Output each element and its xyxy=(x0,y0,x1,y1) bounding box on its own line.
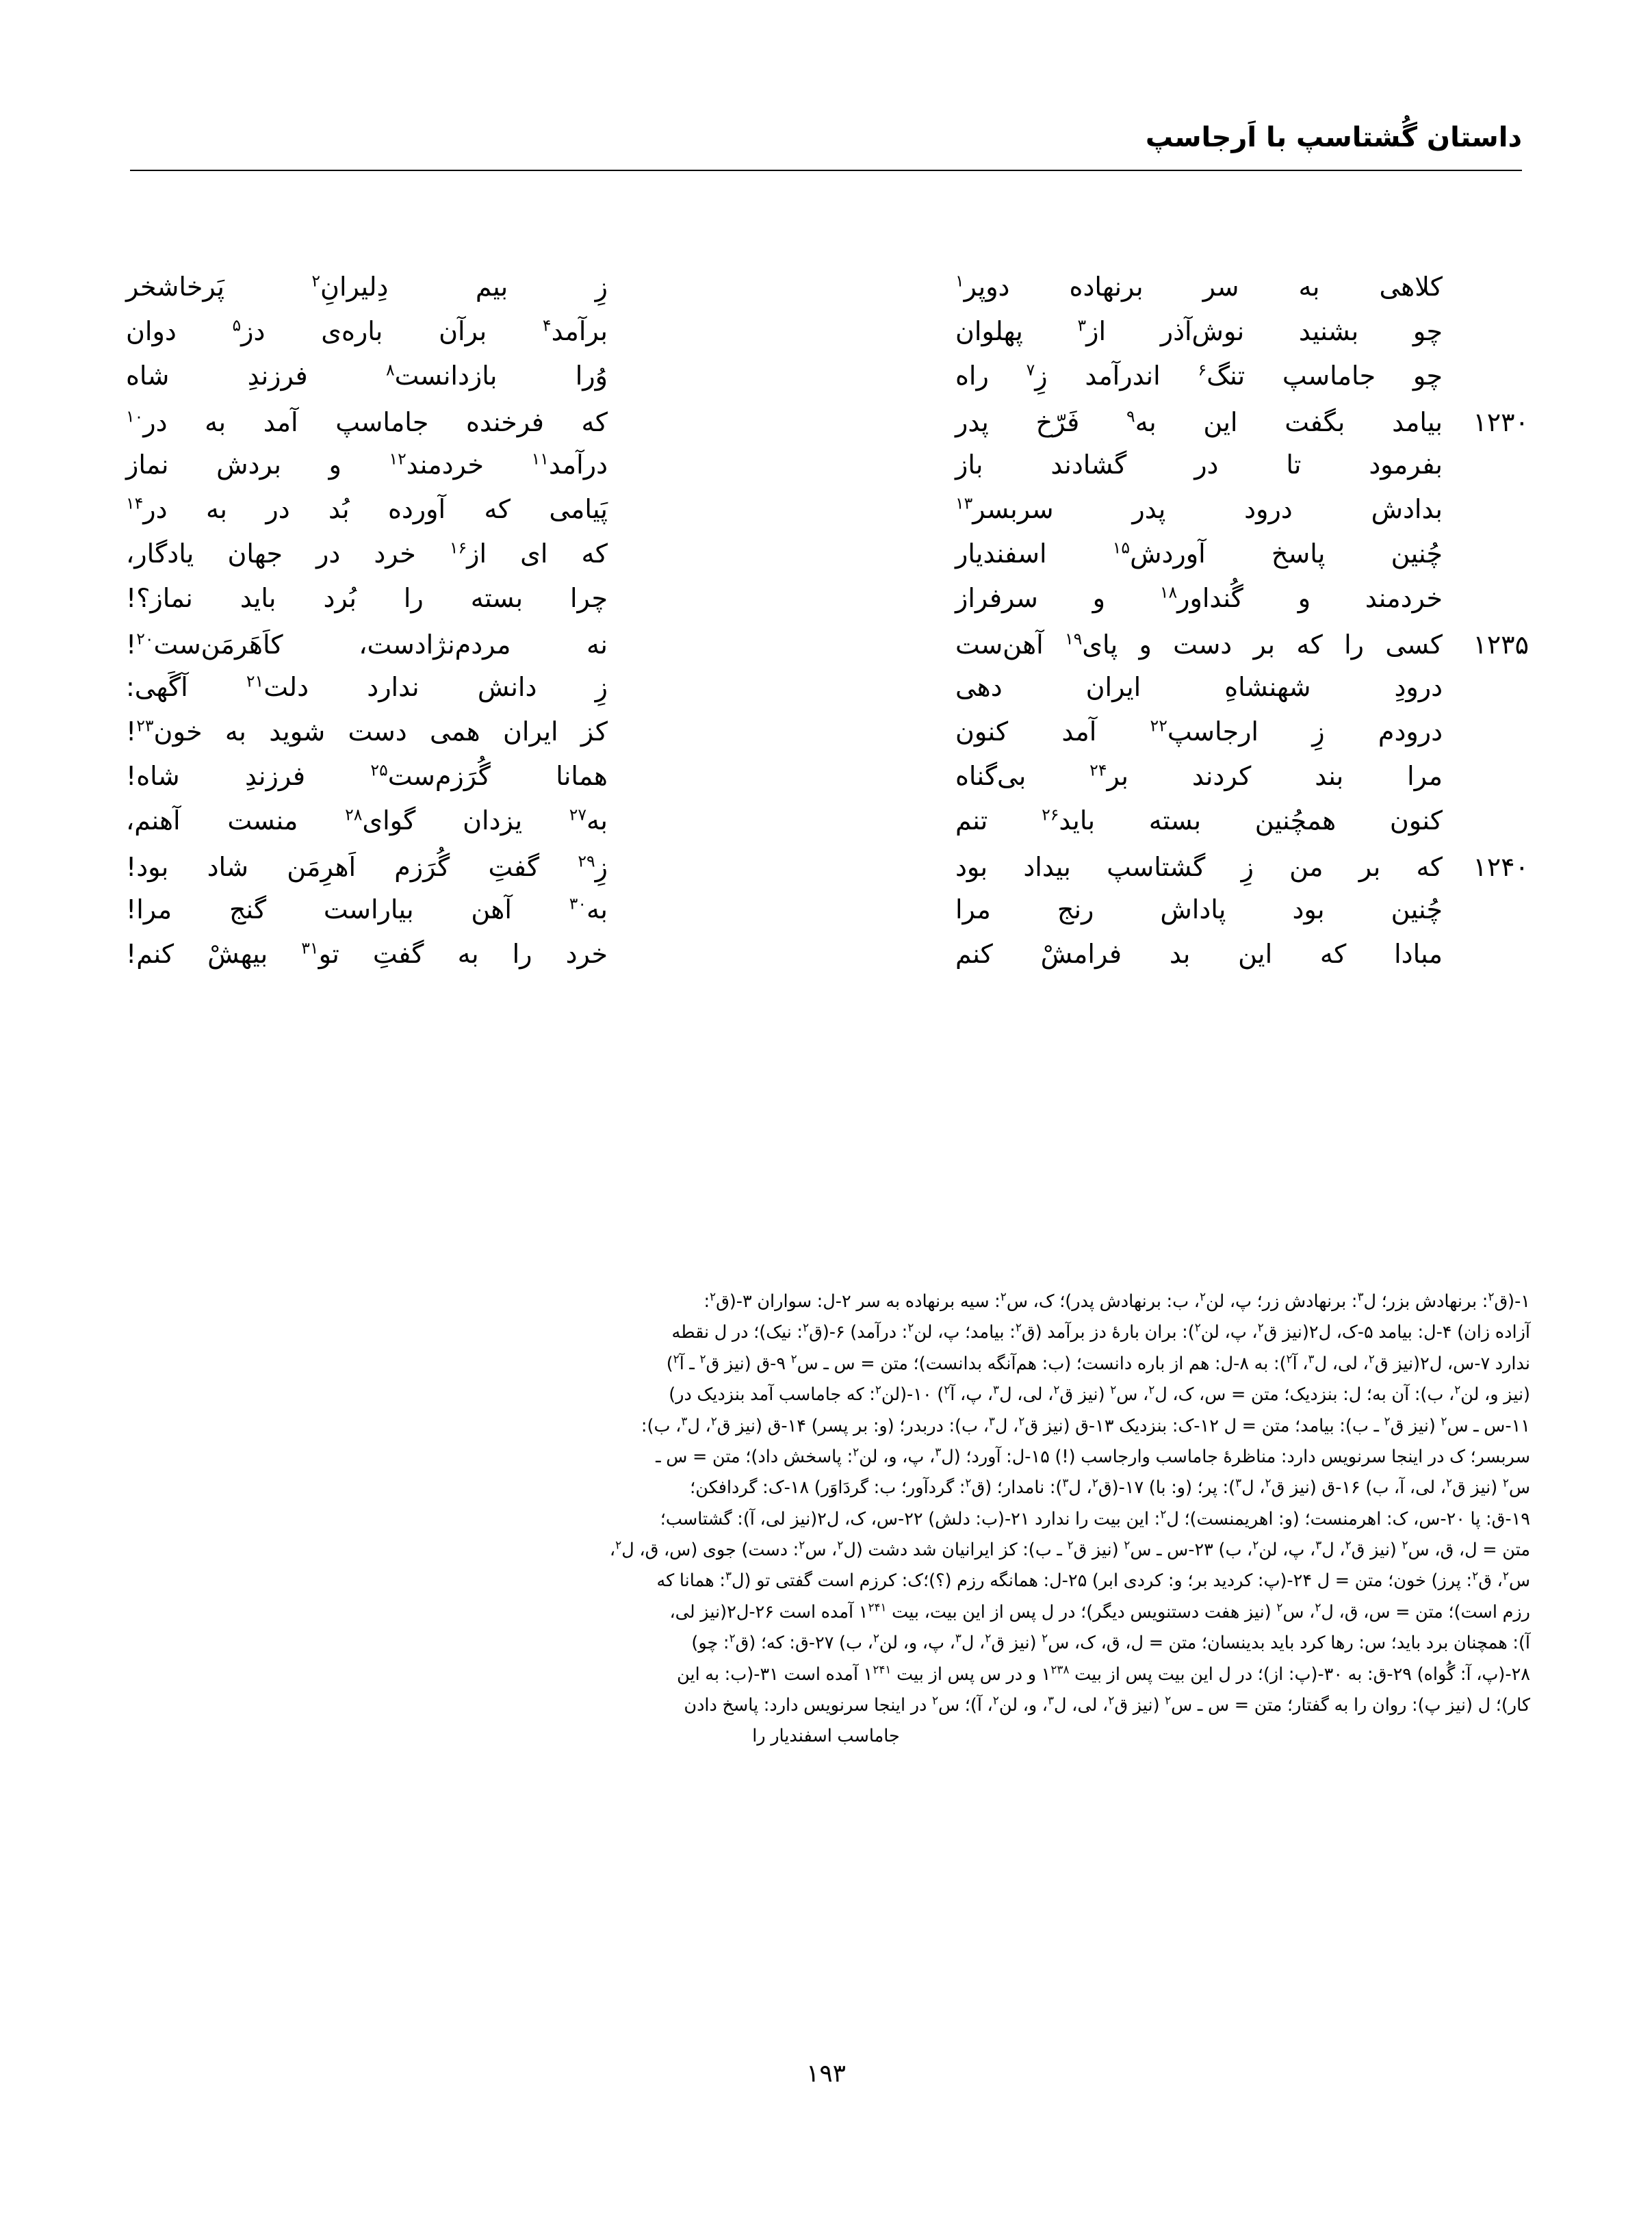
verse-couplet xyxy=(123,449,1529,496)
verse-couplet xyxy=(123,896,1529,941)
page-number: ۱۹۳ xyxy=(805,2060,846,2088)
hemistich-left: درآمد$^{۱۱}$ خردمند$^{۱۲}$ و بردش نماز xyxy=(126,449,608,480)
apparatus-line: آزاده زان) ۴-ل: بیامد ۵-ک، ل۲(نیز ق$^۲$، پ، لن$^۲$): بران بارهٔ دز برآمد (ق$^۲$: بیامد؛ پ، لن$^۲$: درآمد) ۶-(ق$^۲$: نیک)؛ در ل نقطه xyxy=(671,1320,1530,1343)
apparatus-line: رزم است)؛ متن = س، ق، ل$^۲$، س$^۲$ (نیز هفت دستنویس دیگر)؛ در ل پس از این بیت، بیت $۱^{۲۴۱}$ آمده است ۲۶-ل۲(نیز لی، xyxy=(669,1600,1530,1622)
apparatus-line: آ): همچنان برد باید؛ س: رها کرد باید بدینسان؛ متن = ل، ق، ک، س$^۲$ (نیز ق$^۲$، ل$^۳$، پ، و، لن$^۲$، ب) ۲۷-ق: که؛ (ق$^۲$: چو) xyxy=(691,1631,1530,1654)
hemistich-right: کسی را که بر دست و پای$^{۱۹}$ آهن‌ست xyxy=(955,629,1443,660)
verse-couplet xyxy=(123,493,1529,541)
verse-couplet xyxy=(123,360,1529,407)
hemistich-right: کلاهی به سر برنهاده دوپر$^۱$ xyxy=(955,271,1443,302)
hemistich-right: چو بشنید نوش‌آذر از$^۳$ پهلوان xyxy=(955,315,1443,346)
hemistich-right: چو جاماسپ تنگ$^۶$ اندرآمد زِ$^۷$ راه xyxy=(955,360,1443,391)
hemistich-right: کنون همچُنین بسته باید$^{۲۶}$ تنم xyxy=(955,805,1443,836)
verse-couplet xyxy=(123,407,1529,452)
verse-couplet xyxy=(123,760,1529,807)
hemistich-left: همانا گُرَزم‌ست$^{۲۵}$ فرزندِ شاه! xyxy=(126,760,608,791)
apparatus-line: کار)؛ ل (نیز پ): روان را به گفتار؛ متن = س ـ س$^۲$ (نیز ق$^۲$، لی، ل$^۳$، و، لن$^۲$، آ)؛ س$^۲$ در اینجا سرنویس دارد: پاسخ دادن xyxy=(684,1693,1530,1716)
critical-apparatus xyxy=(122,1286,1530,1752)
apparatus-line: ۱۱-س ـ س$^۲$ (نیز ق$^۲$ ـ ب): بیامد؛ متن = ل ۱۲-ک: بنزدیک ۱۳-ق (نیز ق$^۲$، ل$^۳$، ب): دربدر؛ (و: بر پسر) ۱۴-ق (نیز ق$^۲$، ل$^۳$، ب): xyxy=(641,1414,1530,1436)
apparatus-line: س$^۲$، ق$^۲$: پرز) خون؛ متن = ل ۲۴-(پ: کردید بر؛ و: کردی ابر) ۲۵-ل: همانگه رزم (؟)؛ک: کرزم است گفتی تو (ل$^۳$: همانا که xyxy=(656,1568,1530,1592)
verse-couplet xyxy=(123,582,1529,630)
hemistich-left: خرد را به گفتِ تو$^{۳۱}$ بیهشْ کنم! xyxy=(126,938,608,969)
verse-couplet xyxy=(123,852,1529,896)
hemistich-left: کز ایران همی دست شوید به خون$^{۲۳}$! xyxy=(126,716,608,747)
hemistich-right: چُنین بود پاداش رنج مرا xyxy=(955,894,1443,924)
apparatus-line: سربسر؛ ک در اینجا سرنویس دارد: مناظرهٔ جاماسب وارجاسب (!) ۱۵-ل: آورد؛ (ل$^۳$، پ، و، لن$^۲$: پاسخش داد)؛ متن = س ـ xyxy=(656,1445,1530,1467)
hemistich-left: که فرخنده جاماسپ آمد به در$^{۱۰}$ xyxy=(126,406,608,437)
hemistich-right: بفرمود تا در گشادند باز xyxy=(955,450,1443,480)
apparatus-line: (نیز و، لن$^۲$، ب): آن به؛ ل: بنزدیک؛ متن = س، ک، ل$^۲$، س$^۲$ (نیز ق$^۲$، لی، ل$^۳$، پ، آ$^۲$) ۱۰-(لن$^۲$: که جاماسب آمد بنزدیک در) xyxy=(669,1382,1530,1406)
verse-couplet xyxy=(123,630,1529,674)
hemistich-right: چُنین پاسخ آوردش$^{۱۵}$ اسفندیار xyxy=(955,538,1443,569)
verse-couplet xyxy=(123,807,1529,852)
hemistich-left: برآمد$^۴$ برآن باره‌ی دز$^۵$ دوان xyxy=(126,315,608,346)
verse-body xyxy=(123,271,1529,985)
verse-couplet xyxy=(123,938,1529,985)
apparatus-line: ندارد ۷-س، ل۲(نیز ق$^۲$، لی، ل$^۳$، آ$^۲$): به ۸-ل: هم از باره دانست؛ (ب: هم‌آنگه بدانست)؛ متن = س ـ س$^۲$ ۹-ق (نیز ق$^۲$ ـ آ$^۲$) xyxy=(666,1351,1530,1374)
apparatus-line: ۲۸-(پ، آ: گُواه) ۲۹-ق: به ۳۰-(پ: از)؛ در ل این بیت پس از بیت $۱^{۲۳۸}$ و در س پس از بیت $۱^{۲۴۱}$ آمده است ۳۱-(ب: به این xyxy=(677,1662,1530,1685)
hemistich-right: مرا بند کردند بر$^{۲۴}$ بی‌گناه xyxy=(955,760,1443,791)
hemistich-left: به$^{۳۰}$ آهن بیاراست گنج مرا! xyxy=(126,894,608,924)
apparatus-line: س$^۲$ (نیز ق$^۲$، لی، آ، ب) ۱۶-ق (نیز ق$^۲$، ل$^۳$): پر؛ (و: با) ۱۷-(ق$^۲$، ل$^۳$): نامدار؛ (ق$^۲$: گردآور؛ ب: گردَاوَر) ۱۸-ک: گردافکن؛ xyxy=(690,1475,1530,1499)
header-rule xyxy=(130,170,1522,171)
hemistich-left: به$^{۲۷}$ یزدان گوای$^{۲۸}$ منست آهنم، xyxy=(126,805,608,836)
apparatus-line: جاماسب اسفندیار را xyxy=(752,1726,900,1747)
verse-number: ۱۲۴۰ xyxy=(1473,852,1529,882)
hemistich-right: درودِ شهنشاهِ ایران دهی xyxy=(955,672,1443,702)
apparatus-line: متن = ل، ق، س$^۲$ (نیز ق$^۲$، ل$^۳$، پ، لن$^۲$، ب) ۲۳-س ـ س$^۲$ (نیز ق$^۲$ ـ ب): کز ایرانیان شد دشت (ل$^۲$، س$^۲$: دست) جوی (س، ق، ل$^۲$، xyxy=(609,1538,1530,1560)
verse-number: ۱۲۳۰ xyxy=(1473,407,1529,437)
verse-couplet xyxy=(123,315,1529,363)
hemistich-right: که بر من زِ گشتاسپ بیداد بود xyxy=(955,852,1443,882)
verse-couplet xyxy=(123,538,1529,585)
hemistich-right: بدادش درود پدر سربسر$^{۱۳}$ xyxy=(955,493,1443,524)
verse-couplet xyxy=(123,671,1529,719)
apparatus-line: ۱۹-ق: پا ۲۰-س، ک: اهرمنست؛ (و: اهریمنست)؛ ل$^۲$: این بیت را ندارد ۲۱-(ب: دلش) ۲۲-س، ک، ل۲(نیز لی، آ): گشتاسب؛ xyxy=(660,1507,1530,1529)
verse-couplet xyxy=(123,271,1529,318)
hemistich-left: زِ$^{۲۹}$ گفتِ گُرَزم اَهرِمَن شاد بود! xyxy=(126,851,608,882)
hemistich-right: مبادا که این بد فرامشْ کنم xyxy=(955,939,1443,969)
hemistich-left: پَیامی که آورده بُد در به در$^{۱۴}$ xyxy=(126,493,608,524)
hemistich-right: درودم زِ ارجاسپ$^{۲۲}$ آمد کنون xyxy=(955,716,1443,747)
hemistich-left: وُرا بازدانست$^۸$ فرزندِ شاه xyxy=(126,360,608,391)
apparatus-line: ۱-(ق$^۲$: برنهادش بزر؛ ل$^۳$: برنهادش زر؛ پ، لن$^۲$، ب: برنهادش پدر)؛ ک، س$^۲$: سیه برنهاده به سر ۲-ل: سواران ۳-(ق$^۲$: xyxy=(704,1289,1530,1312)
hemistich-right: بیامد بگفت این به$^۹$ فَرّخ پدر xyxy=(955,406,1443,437)
verse-couplet xyxy=(123,716,1529,763)
hemistich-left: که ای از$^{۱۶}$ خرد در جهان یادگار، xyxy=(126,538,608,569)
hemistich-left: چرا بسته را بُرد باید نماز؟! xyxy=(126,583,608,613)
hemistich-left: نه مردم‌نژادست، کاَهَرمَن‌ست$^{۲۰}$! xyxy=(126,629,608,660)
running-head-title: داستان گُشتاسپ با اَرجاسپ xyxy=(1145,122,1522,153)
hemistich-right: خردمند و گُنداور$^{۱۸}$ و سرفراز xyxy=(955,582,1443,613)
hemistich-left: زِ دانش ندارد دلت$^{۲۱}$ آگَهی: xyxy=(126,671,608,702)
hemistich-left: زِ بیم دِلیرانِ$^۲$ پَرخاشخر xyxy=(126,271,608,302)
verse-number: ۱۲۳۵ xyxy=(1473,630,1529,660)
page-header xyxy=(130,120,1522,203)
